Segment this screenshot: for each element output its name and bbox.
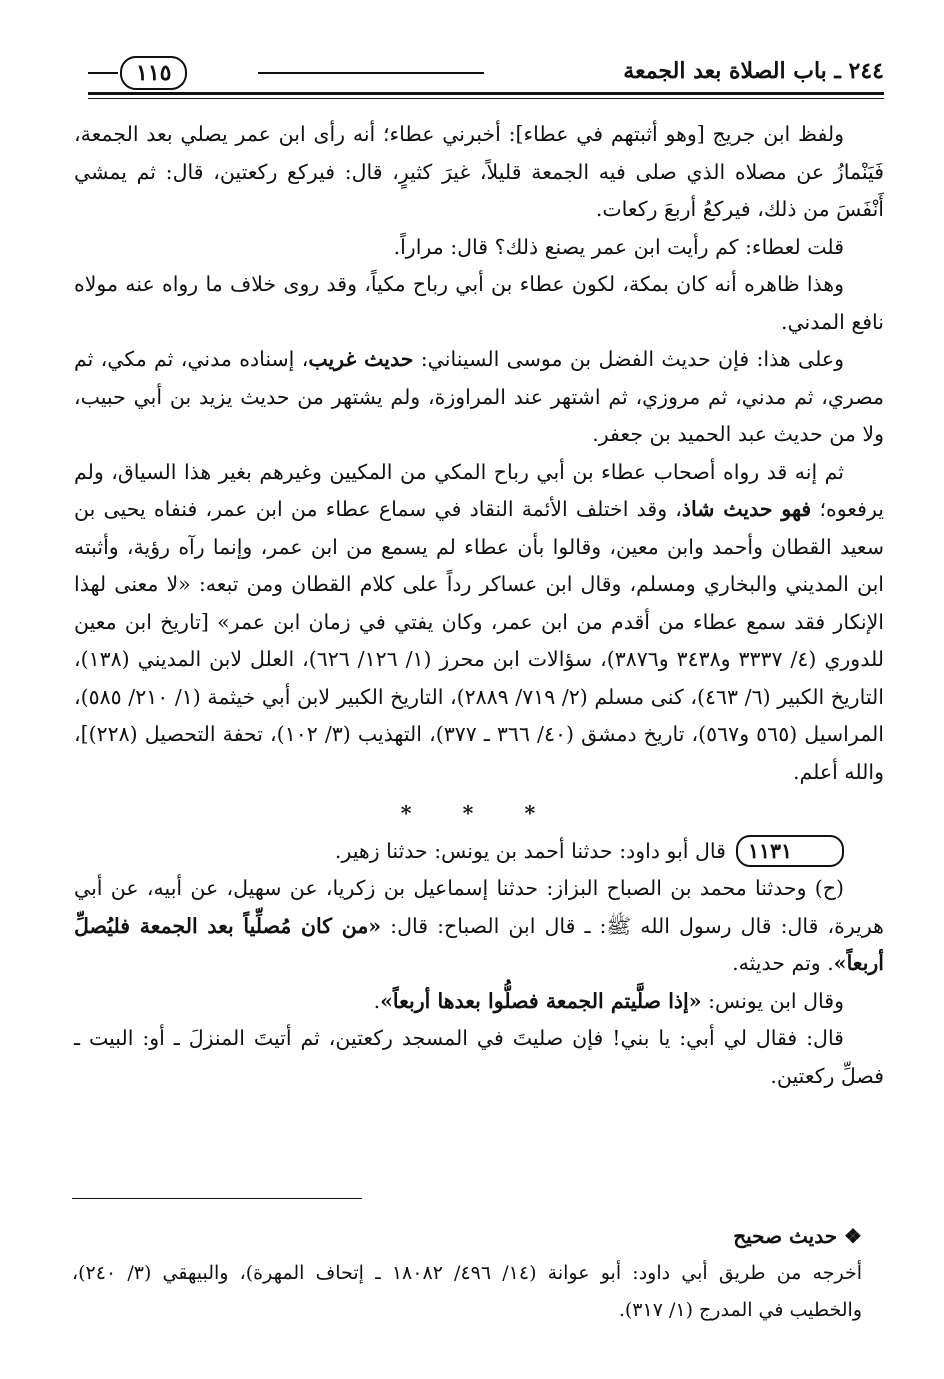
footnote-divider: [72, 1198, 362, 1199]
paragraph: وقال ابن يونس: «إذا صلَّيتم الجمعة فصلُّوا بعدها أربعاً».: [373, 988, 844, 1013]
paragraph: قلت لعطاء: كم رأيت ابن عمر يصنع ذلك؟ قال: مراراً.: [393, 234, 844, 259]
book-icon: ❖: [837, 1224, 862, 1248]
paragraph: ثم إنه قد رواه أصحاب عطاء بن أبي رباح المكي من المكيين وغيرهم بغير هذا السياق، ولم يرفعوه؛ فهو حديث شاذ، وقد اختلف الأئمة النقاد في سماع عطاء من ابن عمر، فنفاه يحيى بن سعيد القطان وأحمد وابن معين، وقالوا بأن عطاء لم يسمع من ابن عمر، وإنما رآه رؤية، وأثبته ابن المديني والبخاري ومسلم، وقال ابن عساكر رداً على كلام القطان ومن تبعه: «لا معنى لهذا الإنكار فقد سمع عطاء من أقدم من ابن عمر، وكان يفتي في زمان ابن عمر» [تاريخ ابن معين للدوري (٤/ ٣٣٣٧ و٣٤٣٨ و٣٨٧٦)، سؤالات ابن محرز (١/ ١٢٦/ ٦٢٦)، العلل لابن المديني (١٣٨)، التاريخ الكبير (٦/ ٤٦٣)، كنى مسلم (٢/ ٧١٩/ ٢٨٨٩)، التاريخ الكبير لابن أبي خيثمة (١/ ٢١٠/ ٥٨٥)، المراسيل (٥٦٥ و٥٦٧)، تاريخ دمشق (٤٠/ ٣٦٦ ـ ٣٧٧)، التهذيب (٣/ ١٠٢)، تحفة التحصيل (٢٢٨)]، والله أعلم.: [74, 459, 884, 784]
paragraph: قال: فقال لي أبي: يا بني! فإن صليتَ في المسجد ركعتين، ثم أتيتَ المنزلَ ـ أو: البيت ـ فصلِّ ركعتين.: [74, 1026, 884, 1088]
paragraph: وهذا ظاهره أنه كان بمكة، لكون عطاء بن أبي رباح مكياً، وقد روى خلاف ما رواه عنه مولاه نافع المدني.: [74, 272, 884, 334]
chapter-title: ٢٤٤ ـ باب الصلاة بعد الجمعة: [623, 58, 884, 84]
header-ornament-line: [258, 72, 484, 74]
hadith-matn: «إذا صلَّيتم الجمعة فصلُّوا بعدها أربعاً»: [380, 988, 702, 1013]
grading-shadh: فهو حديث شاذ: [681, 497, 812, 521]
paragraph: ١١٣١قال أبو داود: حدثنا أحمد بن يونس: حدثنا زهير.: [74, 833, 884, 871]
footnote-text: أخرجه من طريق أبي داود: أبو عوانة (١٤/ ٤٩٦/ ١٨٠٨٢ ـ إتحاف المهرة)، والبيهقي (٣/ ٢٤٠)، والخطيب في المدرج (١/ ٣١٧).: [72, 1262, 862, 1321]
grading-strange: حديث غريب: [308, 347, 414, 371]
page-number: ١١٥: [120, 56, 187, 90]
footnote-title: ❖ حديث صحيح: [733, 1224, 862, 1248]
paragraph: ولفظ ابن جريج [وهو أثبتهم في عطاء]: أخبرني عطاء؛ أنه رأى ابن عمر يصلي بعد الجمعة، فَيَنْمازُ عن مصلاه الذي صلى فيه الجمعة قليلاً، غيرَ كثيرٍ، قال: فيركع ركعتين، قال: ثم يمشي أَنْفَسَ من ذلك، فيركعُ أربعَ ركعات.: [74, 122, 884, 221]
main-text: [74, 116, 884, 1095]
paragraph: وعلى هذا: فإن حديث الفضل بن موسى السيناني: حديث غريب، إسناده مدني، ثم مكي، ثم مصري، ثم مدني، ثم مروزي، ثم اشتهر عند المراوزة، ولم يشتهر من حديث يزيد بن أبي حبيب، ولا من حديث عبد الحميد بن جعفر.: [74, 347, 884, 446]
hadith-number-badge: ١١٣١: [736, 835, 844, 867]
header-rule-thin: [88, 98, 884, 99]
section-separator: * * *: [400, 801, 558, 825]
header-ornament-left: [88, 72, 118, 74]
paragraph: (ح) وحدثنا محمد بن الصباح البزاز: حدثنا إسماعيل بن زكريا، عن سهيل، عن أبيه، عن أبي هريرة، قال: قال رسول الله ﷺ: ـ قال ابن الصباح: قال: «من كان مُصلِّياً بعد الجمعة فليُصلِّ أربعاً». وتم حديثه.: [74, 876, 884, 975]
footnote: [72, 1218, 862, 1329]
header-rule-thick: [88, 92, 884, 95]
hadith-matn: «من كان مُصلِّياً بعد الجمعة فليُصلِّ أربعاً»: [74, 913, 884, 975]
page-header: [88, 52, 884, 98]
